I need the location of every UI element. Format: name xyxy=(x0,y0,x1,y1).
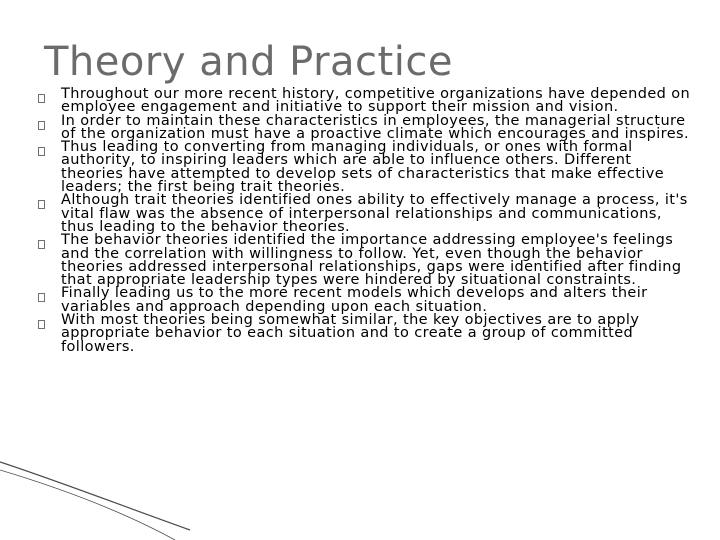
bullet-item xyxy=(38,287,698,314)
bullet-item xyxy=(38,194,698,234)
bullet-text: In order to maintain these characteristics in employees, the managerial structure of the organization must have a proactive climate which encourages and inspires. xyxy=(61,112,690,142)
bullet-item xyxy=(38,88,698,115)
hollow-square-bullet-icon xyxy=(38,121,45,130)
bullet-text: Although trait theories identified ones ability to effectively manage a process, it's vital flaw was the absence of interpersonal relationships and communications, thus leading to the behavior theories. xyxy=(61,192,688,235)
hollow-square-bullet-icon xyxy=(38,147,45,156)
bullet-item xyxy=(38,141,698,194)
bullet-item xyxy=(38,112,698,142)
bullet-item xyxy=(38,314,698,354)
hollow-square-bullet-icon xyxy=(38,320,45,329)
bullet-text: Thus leading to converting from managing individuals, or ones with formal authority, to inspiring leaders which are able to influence others. Different theories have attempted to develop sets of characteristics that make effective leaders; the first being trait theories. xyxy=(61,139,665,196)
hollow-square-bullet-icon xyxy=(38,293,45,302)
hollow-square-bullet-icon xyxy=(38,240,45,249)
bullet-text: Finally leading us to the more recent models which develops and alters their variables and approach depending upon each situation. xyxy=(61,285,648,315)
bullet-text: The behavior theories identified the importance addressing employee's feelings and the correlation with willingness to follow. Yet, even though the behavior theories addressed interpersonal relationships, gaps were identified after finding that appropriate leadership types were hindered by situational constraints. xyxy=(61,232,682,289)
bullet-text: With most theories being somewhat similar, the key objectives are to apply appropriate behavior to each situation and to create a group of committed followers. xyxy=(61,312,640,355)
bullet-text: Throughout our more recent history, competitive organizations have depended on employee engagement and initiative to support their mission and vision. xyxy=(61,86,691,116)
hollow-square-bullet-icon xyxy=(38,200,45,209)
hollow-square-bullet-icon xyxy=(38,94,45,103)
slide-title: Theory and Practice xyxy=(44,39,453,85)
bullet-list xyxy=(38,88,698,354)
bullet-item xyxy=(38,234,698,287)
